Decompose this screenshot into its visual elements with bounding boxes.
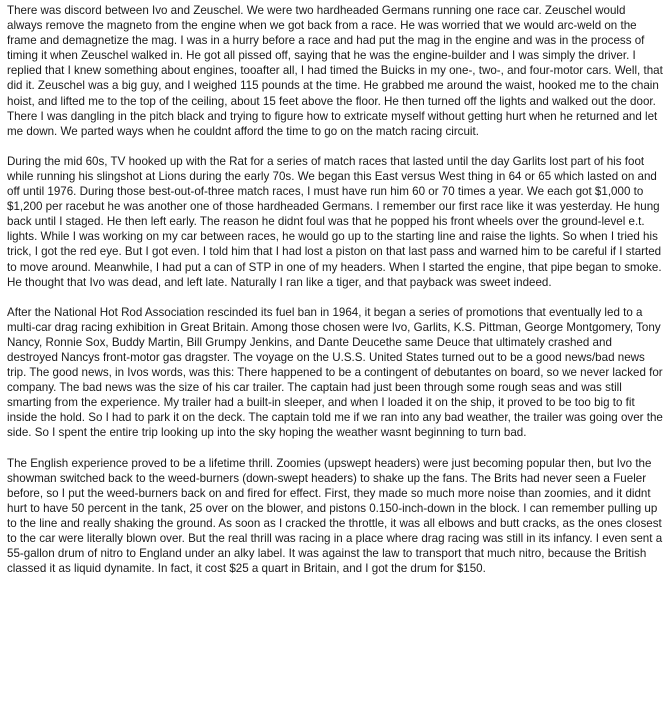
paragraph-match-races: During the mid 60s, TV hooked up with the Rat for a series of match races that lasted until the day Garlits lost part of his foot while running his slingshot at Lions during the early 70s. We began this East versus West thing in 64 or 65 which lasted on and off until 1976. During those best-out-of-three match races, I must have run him 60 or 70 times a year. We each got $1,000 to $1,200 per racebut he was another one of those hardheaded Germans. I remember our first race like it was yesterday. He hung back until I staged. He then left early. The reason he didnt foul was that he popped his front wheels over the ground-level e.t. lights. While I was working on my car between races, he would go up to the starting line and raise the lights. So when I tried his trick, I got the red eye. But I got even. I told him that I had lost a piston on that last pass and warned him to be careful if I started to move around. Meanwhile, I had put a can of STP in one of my headers. When I started the engine, that pipe began to smoke. He thought that Ivo was dead, and left late. Naturally I ran like a tiger, and that payback was sweet indeed. — [7, 154, 662, 289]
paragraph-english-experience: The English experience proved to be a lifetime thrill. Zoomies (upswept headers) were just becoming popular then, but Ivo the showman switched back to the weed-burners (down-swept headers) to shake up the fans. The Brits had never seen a Fueler before, so I put the weed-burners back on and fired for effect. First, they made so much more noise than zoomies, and it didnt hurt to have 50 percent in the tank, 25 over on the blower, and pistons 0.150-inch-down in the block. I can remember pulling up to the line and really shaking the ground. As soon as I cracked the throttle, it was all elbows and butt cracks, as the ones closest to the car were literally blown over. But the real thrill was racing in a place where drag racing was still in its infancy. I even sent a 55-gallon drum of nitro to England under an alky label. It was against the law to transport that much nitro, because the British classed it as liquid dynamite. In fact, it cost $25 a quart in Britain, and I got the drum for $150. — [7, 456, 663, 576]
paragraph-great-britain-voyage: After the National Hot Rod Association rescinded its fuel ban in 1964, it began a series of promotions that eventually led to a multi-car drag racing exhibition in Great Britain. Among those chosen were Ivo, Garlits, K.S. Pittman, George Montgomery, Tony Nancy, Ronnie Sox, Buddy Martin, Bill Grumpy Jenkins, and Dante Deucethe same Deuce that ultimately crashed and destroyed Nancys front-motor gas dragster. The voyage on the U.S.S. United States turned out to be a good news/bad news trip. The good news, in Ivos words, was this: There happened to be a contingent of debutantes on board, so we never lacked for company. The bad news was the size of his car trailer. The captain had just been through some rough seas and was still smarting from the experience. My trailer had a built-in sleeper, and when I loaded it on the ship, it proved to be too big to fit inside the hold. So I had to park it on the deck. The captain told me if we ran into any bad weather, the trailer was going over the side. So I spent the entire trip looking up into the sky hoping the weather wasnt beginning to turn bad. — [7, 305, 663, 440]
paragraph-zeuschel-discord: There was discord between Ivo and Zeuschel. We were two hardheaded Germans running one race car. Zeuschel would always remove the magneto from the engine when we got back from a race. He was worried that we would arc-weld on the frame and demagnetize the mag. I was in a hurry before a race and had put the mag in the engine and was in the process of timing it when Zeuschel walked in. He got all pissed off, saying that he was the engine-builder and I was simply the driver. I replied that I knew something about engines, tooafter all, I had timed the Buicks in my one-, two-, and four-motor cars. Well, that did it. Zeuschel was a big guy, and I weighed 115 pounds at the time. He grabbed me around the waist, hooked me to the chain hoist, and lifted me to the top of the ceiling, about 15 feet above the floor. He then turned off the lights and walked out the door. There I was dangling in the pitch black and trying to figure how to extricate myself without getting hurt when he returned and let me down. We parted ways when he couldnt afford the time to go on the match racing circuit. — [7, 4, 663, 138]
